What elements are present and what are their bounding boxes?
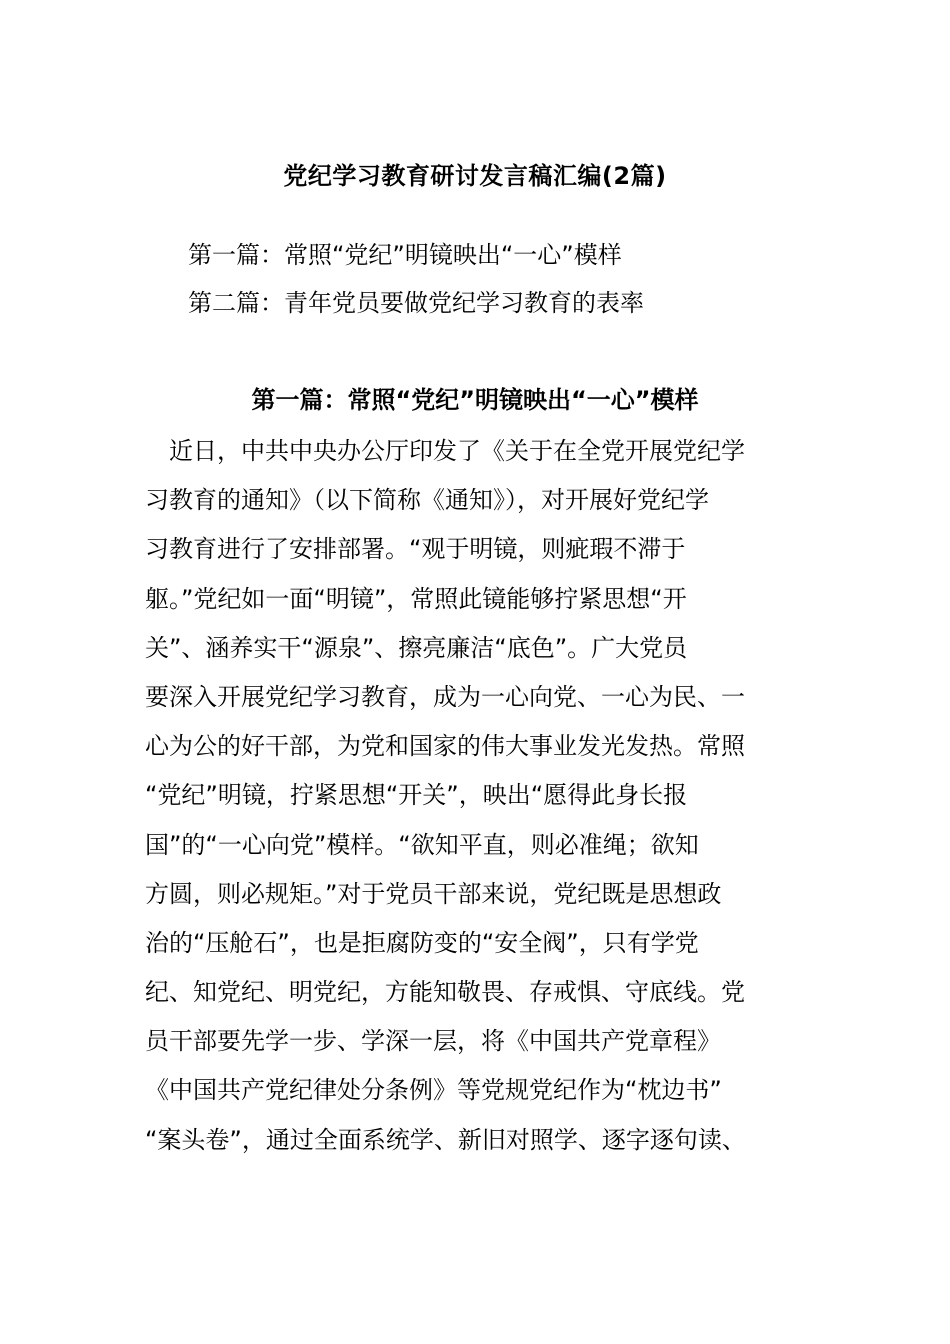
body-line: 国”的“一心向党”模样。“欲知平直，则必准绳；欲知 bbox=[145, 830, 699, 859]
body-line: 习教育进行了安排部署。“观于明镜，则疵瑕不滞于 bbox=[145, 535, 686, 564]
body-line: 近日，中共中央办公厅印发了《关于在全党开展党纪学 bbox=[145, 437, 745, 465]
toc-item-1: 第一篇：常照“党纪”明镜映出“一心”模样 bbox=[188, 241, 622, 269]
body-line: 方圆，则必规矩。”对于党员干部来说，党纪既是思想政 bbox=[145, 879, 722, 908]
document-title: 党纪学习教育研讨发言稿汇编(2篇) bbox=[283, 162, 667, 190]
body-line: 要深入开展党纪学习教育，成为一心向党、一心为民、一 bbox=[145, 682, 745, 711]
body-line: 关”、涵养实干“源泉”、擦亮廉洁“底色”。广大党员 bbox=[145, 633, 688, 662]
section-title: 第一篇：常照“党纪”明镜映出“一心”模样 bbox=[251, 386, 699, 414]
body-line: “党纪”明镜，拧紧思想“开关”，映出“愿得此身长报 bbox=[145, 781, 688, 810]
body-line: 员干部要先学一步、学深一层，将《中国共产党章程》 bbox=[145, 1027, 721, 1056]
body-line: 《中国共产党纪律处分条例》等党规党纪作为“枕边书” bbox=[145, 1076, 722, 1105]
toc-item-2: 第二篇：青年党员要做党纪学习教育的表率 bbox=[188, 289, 644, 317]
body-line: 纪、知党纪、明党纪，方能知敬畏、存戒惧、守底线。党 bbox=[145, 978, 745, 1007]
body-line: 心为公的好干部，为党和国家的伟大事业发光发热。常照 bbox=[145, 732, 745, 761]
body-paragraph bbox=[145, 427, 805, 1165]
body-line: “案头卷”，通过全面系统学、新旧对照学、逐字逐句读、 bbox=[145, 1125, 746, 1154]
body-line: 治的“压舱石”，也是拒腐防变的“安全阀”，只有学党 bbox=[145, 928, 699, 957]
body-line: 躯。”党纪如一面“明镜”，常照此镜能够拧紧思想“开 bbox=[145, 584, 687, 613]
table-of-contents bbox=[188, 231, 644, 327]
body-line: 习教育的通知》（以下简称《通知》），对开展好党纪学 bbox=[145, 486, 709, 515]
